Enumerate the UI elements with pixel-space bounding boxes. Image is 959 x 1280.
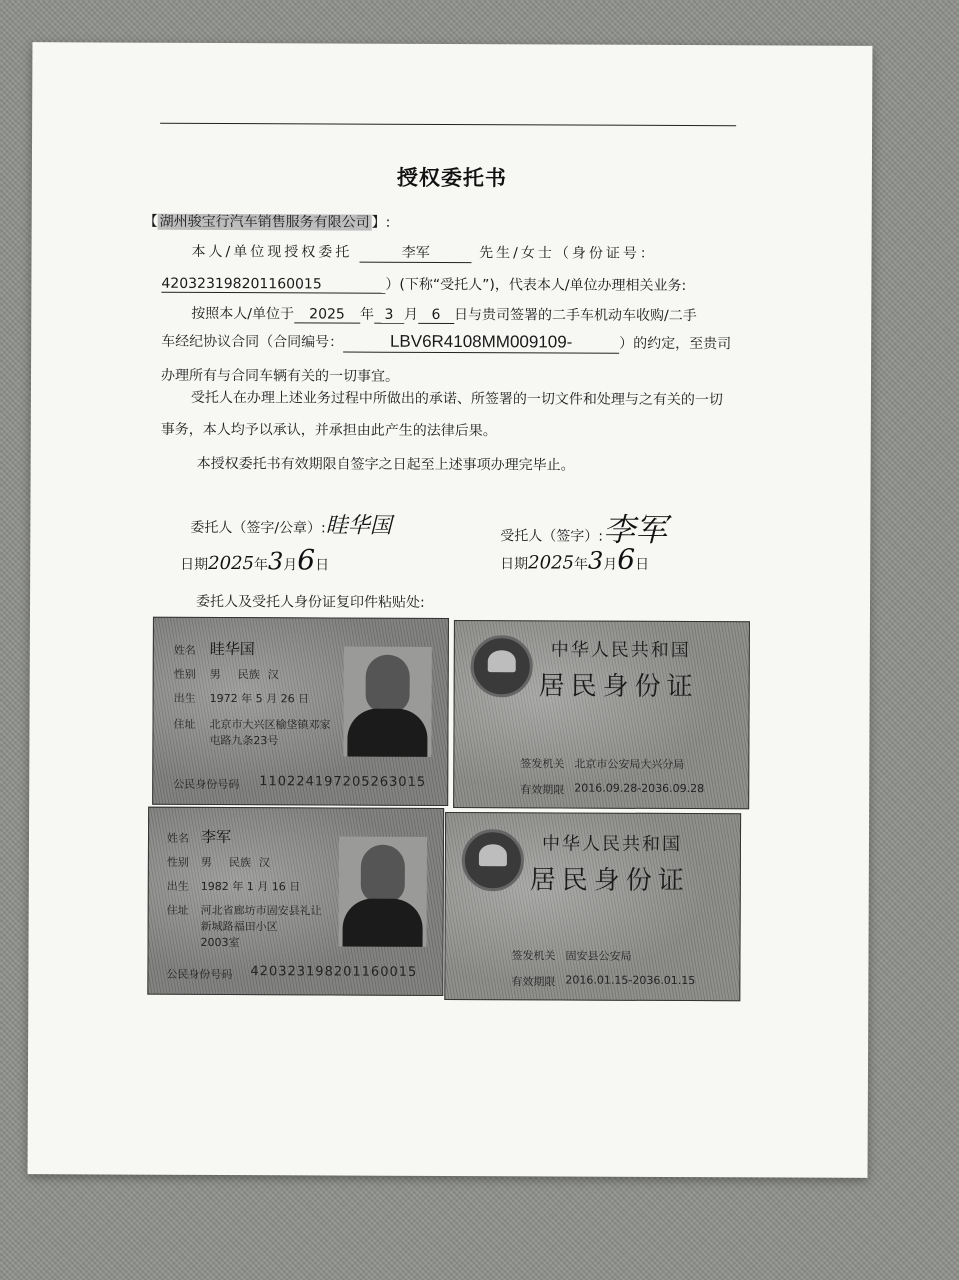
pf-sex: 男 — [209, 667, 221, 682]
agent-label: 受托人（签字）: — [500, 528, 604, 545]
agent-id-field: 420323198201160015 — [161, 276, 385, 294]
agent-id-back — [444, 812, 741, 1001]
para4-line: 办理所有与合同车辆有关的一切事宜。 — [160, 367, 400, 385]
para1-prefix: 本人/单位现授权委托 — [191, 243, 353, 261]
date-line-right — [500, 542, 649, 576]
document-title: 授权委托书 — [396, 165, 507, 191]
pb-valid: 2016.09.28-2036.09.28 — [574, 781, 705, 796]
date-left-year: 2025 — [208, 552, 255, 575]
ab-authority: 固安县公安局 — [565, 949, 632, 963]
bracket-open: 【 — [143, 213, 158, 230]
pb-national-emblem-icon — [471, 635, 533, 697]
para3-line — [161, 331, 731, 354]
principal-label: 委托人（签字/公章）: — [190, 519, 326, 537]
year-label: 年 — [359, 306, 375, 323]
para2-line — [191, 303, 697, 325]
addressee-line — [144, 211, 391, 232]
para5-line: 受托人在办理上述业务过程中所做出的承诺、所签署的一切文件和处理与之有关的一切 — [190, 389, 723, 409]
ab-card-name: 居民身份证 — [529, 865, 690, 897]
month-label: 月 — [403, 306, 419, 323]
pb-emblem-inner — [488, 650, 516, 672]
af-photo-body — [343, 899, 423, 947]
pf-id-number: 110224197205263015 — [259, 774, 427, 790]
af-photo — [339, 837, 427, 947]
af-addr-label: 住址 — [166, 903, 189, 917]
para6-line: 事务，本人均予以承认，并承担由此产生的法律后果。 — [160, 421, 497, 440]
af-id-label: 公民身份号码 — [166, 967, 233, 982]
date-label-right: 日期 — [500, 556, 529, 573]
date-right-y: 年 — [573, 556, 589, 573]
ab-country: 中华人民共和国 — [541, 833, 683, 856]
pf-photo-body — [347, 709, 427, 757]
af-birth-label: 出生 — [166, 879, 189, 893]
principal-sign-line — [190, 508, 392, 540]
date-left-y: 年 — [253, 557, 269, 574]
ab-emblem-inner — [479, 844, 507, 866]
header-rule — [160, 123, 736, 127]
af-ethnic: 汉 — [258, 856, 270, 870]
pf-addr-line1: 北京市大兴区榆垡镇邓家 — [209, 717, 331, 732]
pb-card-name: 居民身份证 — [538, 671, 699, 703]
af-birth: 1982 年 1 月 16 日 — [200, 879, 301, 894]
date-right-year: 2025 — [528, 552, 575, 574]
af-photo-head — [361, 845, 405, 903]
para3-prefix: 车经纪协议合同（合同编号： — [161, 333, 344, 351]
af-name: 李军 — [200, 827, 232, 847]
id-copy-label: 委托人及受托人身份证复印件粘贴处: — [195, 593, 425, 611]
pb-authority: 北京市公安局大兴分局 — [574, 757, 685, 772]
ab-authority-label: 签发机关 — [511, 949, 556, 963]
para1-suffix: 先生/女士（身份证号： — [479, 245, 657, 262]
pf-photo — [343, 647, 431, 757]
principal-id-front — [152, 617, 449, 806]
para3-suffix: ）的约定，至贵司 — [619, 335, 732, 353]
agent-signature: 李军 — [602, 510, 668, 549]
af-id-number: 420323198201160015 — [250, 964, 418, 980]
date-line-left — [180, 543, 329, 577]
date-right-day: 6 — [617, 542, 636, 576]
date-right-month: 3 — [587, 546, 604, 575]
af-name-label: 姓名 — [166, 831, 190, 845]
ab-valid-label: 有效期限 — [511, 975, 556, 989]
pf-id-label: 公民身份号码 — [173, 777, 240, 792]
principal-signature: 眭华国 — [325, 513, 392, 539]
pb-authority-label: 签发机关 — [520, 757, 565, 771]
af-addr-line1: 河北省廊坊市固安县礼让 — [200, 903, 322, 918]
af-ethnic-label: 民族 — [228, 856, 251, 870]
pf-birth: 1972 年 5 月 26 日 — [209, 691, 310, 706]
para1-line — [192, 241, 657, 264]
para2-prefix: 按照本人/单位于 — [191, 305, 295, 323]
month-field: 3 — [374, 307, 404, 324]
af-addr-line3: 2003室 — [200, 935, 240, 950]
date-left-d: 日 — [315, 557, 330, 574]
year-field: 2025 — [294, 306, 360, 323]
day-field: 6 — [418, 307, 454, 324]
bracket-close: 】: — [371, 214, 391, 231]
company-name: 湖州骏宝行汽车销售服务有限公司 — [159, 213, 370, 231]
para7-line: 本授权委托书有效期限自签字之日起至上述事项办理完毕止。 — [196, 455, 575, 474]
af-addr-line2: 新城路福田小区 — [200, 919, 278, 934]
pf-photo-head — [366, 655, 410, 713]
authorization-letter-page — [28, 42, 873, 1178]
pf-addr-label: 住址 — [173, 717, 196, 731]
date-left-day: 6 — [297, 543, 316, 577]
pf-sex-label: 性别 — [173, 667, 196, 681]
date-left-m: 月 — [283, 557, 298, 574]
date-left-month: 3 — [267, 547, 284, 576]
pf-ethnic: 汉 — [267, 668, 279, 682]
contract-number-field: LBV6R4108MM009109- — [343, 332, 619, 354]
para1-tail: ）(下称“受托人”)，代表本人/单位办理相关业务: — [385, 276, 687, 295]
pf-name-label: 姓名 — [173, 643, 196, 657]
date-right-m: 月 — [603, 556, 618, 573]
af-sex-label: 性别 — [166, 855, 189, 869]
pf-birth-label: 出生 — [173, 691, 196, 705]
pf-addr-line2: 屯路九条23号 — [209, 733, 279, 748]
date-label-left: 日期 — [180, 556, 209, 573]
pf-name: 眭华国 — [209, 639, 255, 659]
para2-suffix: 日与贵司签署的二手车机动车收购/二手 — [453, 307, 697, 325]
date-right-d: 日 — [635, 556, 650, 573]
ab-national-emblem-icon — [462, 829, 524, 891]
principal-id-back — [453, 620, 750, 809]
agent-name-field: 李军 — [360, 242, 472, 263]
agent-id-front — [147, 807, 444, 996]
para1-id-line — [161, 273, 686, 295]
af-sex: 男 — [200, 855, 212, 869]
ab-valid: 2016.01.15-2036.01.15 — [565, 973, 696, 988]
pf-ethnic-label: 民族 — [237, 668, 260, 682]
pb-country: 中华人民共和国 — [550, 639, 691, 662]
pb-valid-label: 有效期限 — [520, 783, 565, 797]
